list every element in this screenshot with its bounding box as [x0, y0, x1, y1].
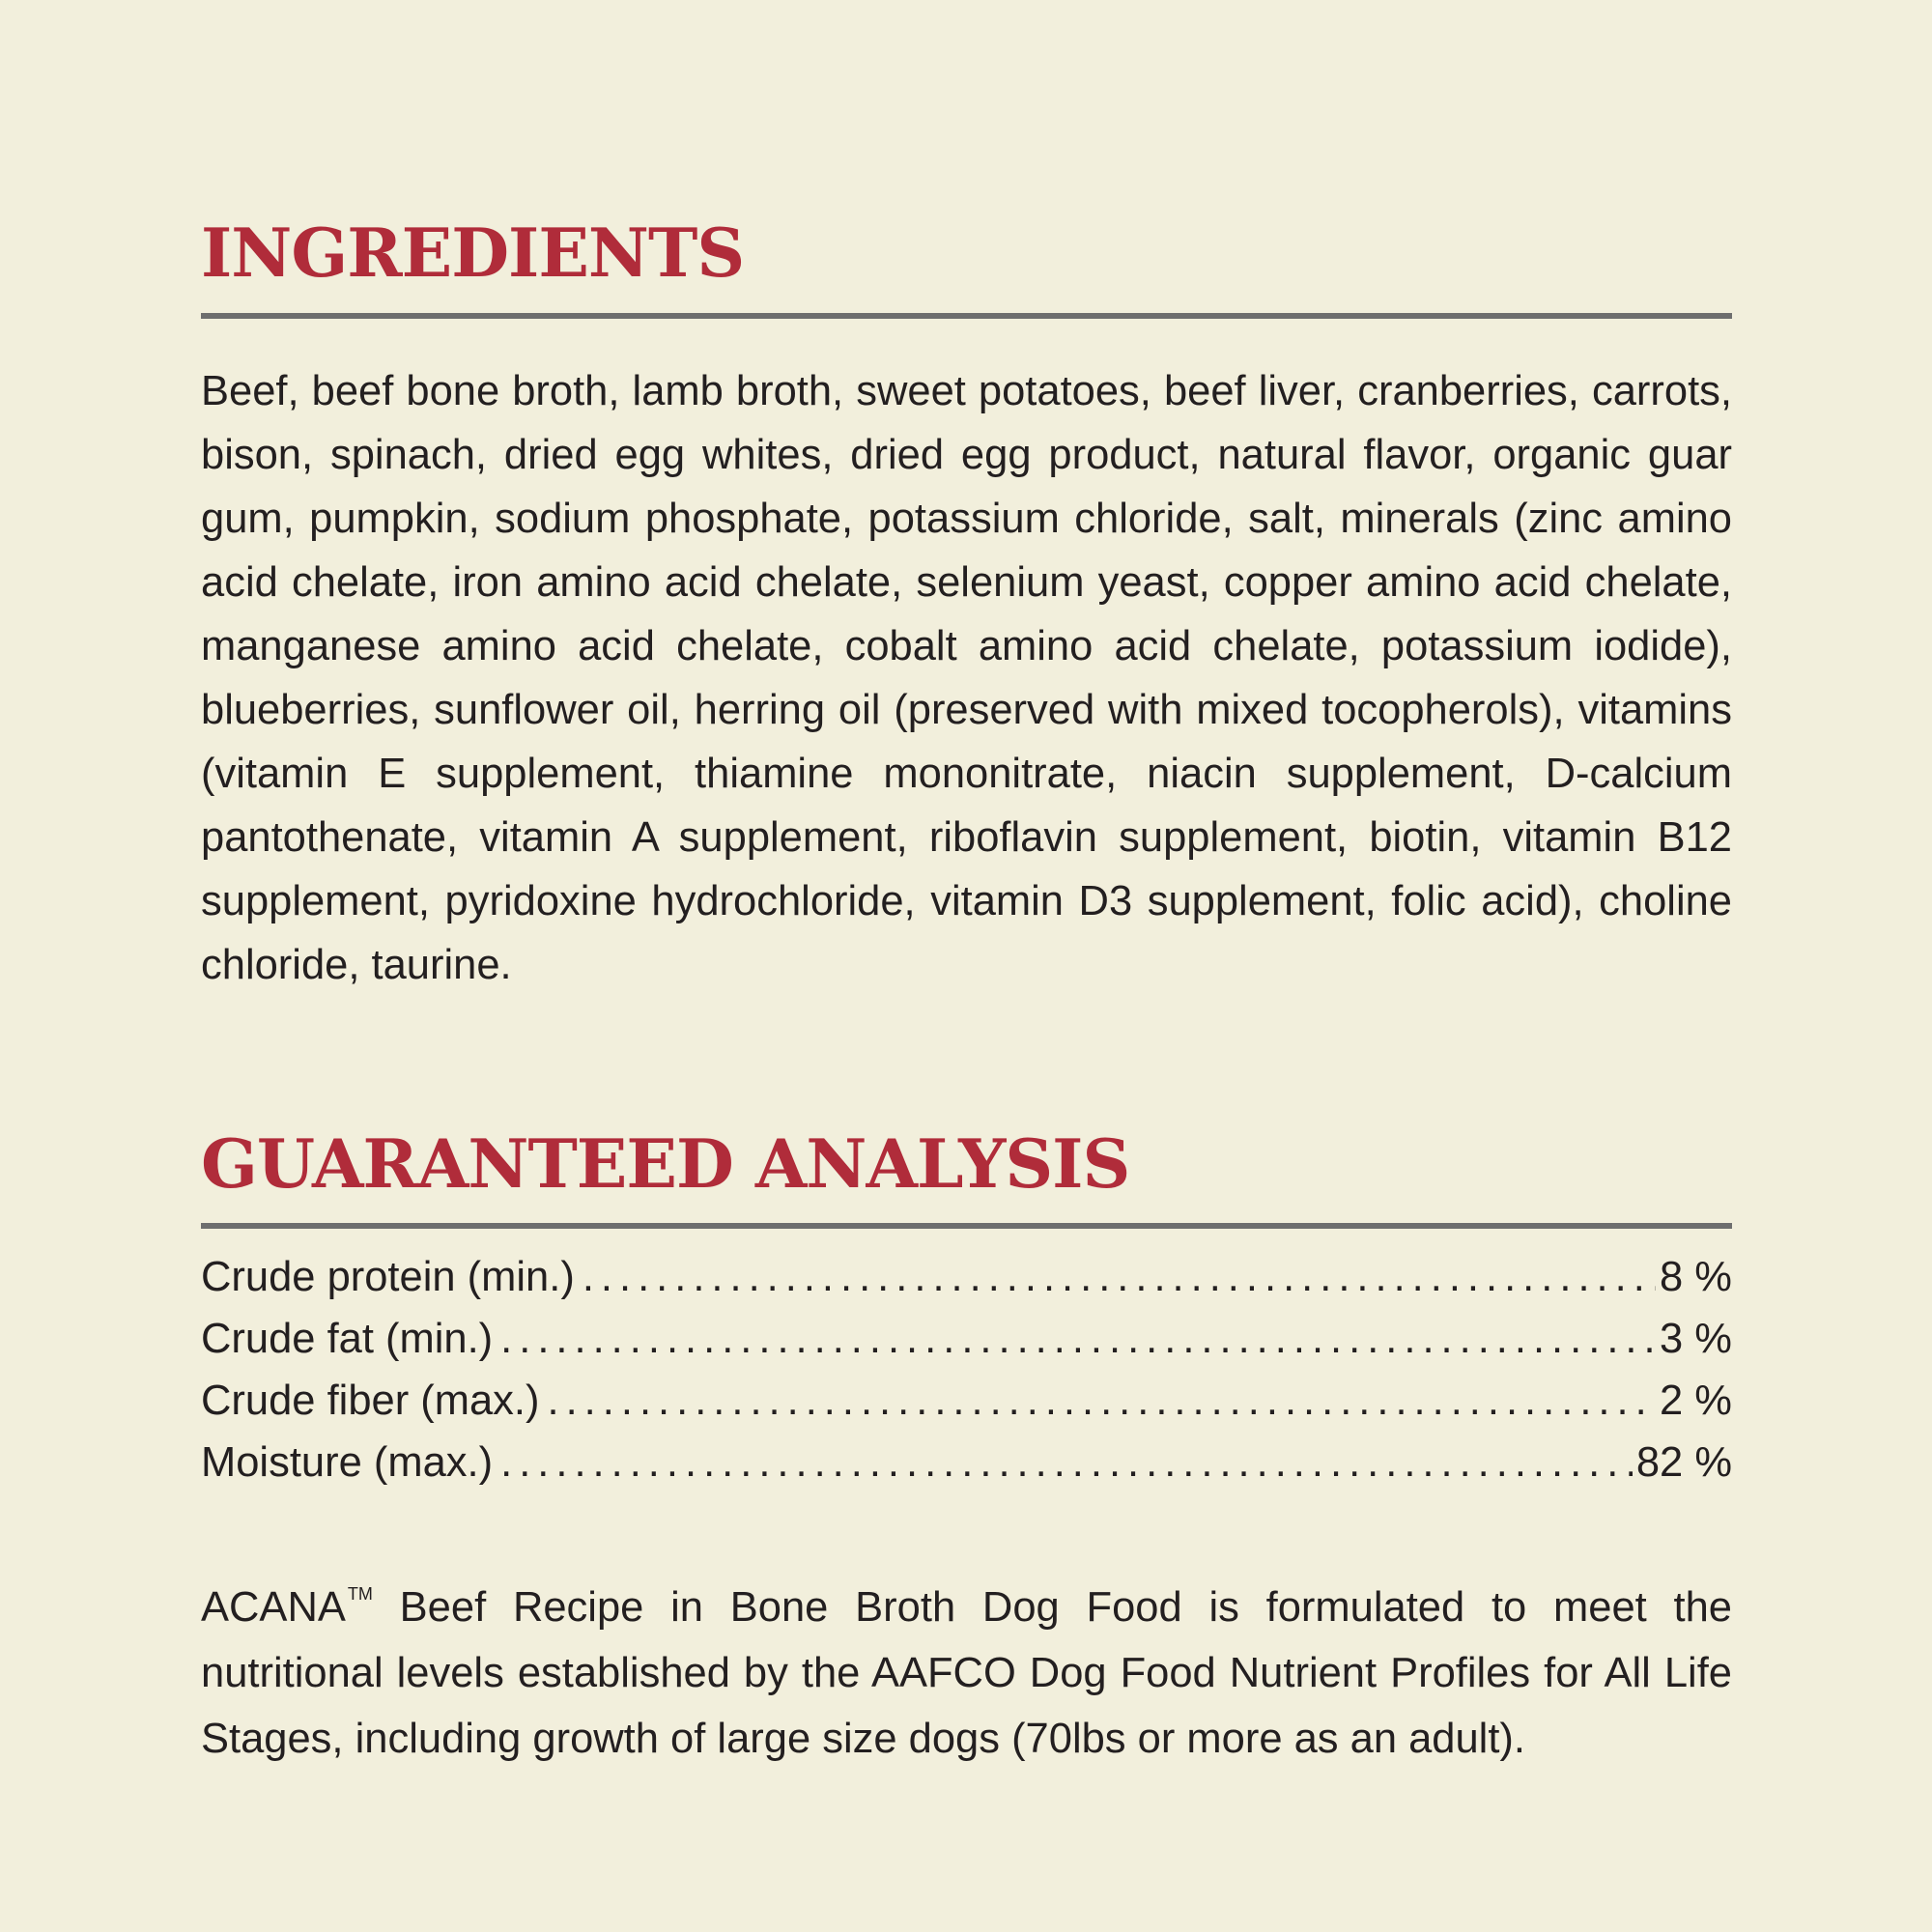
dot-leader [500, 1308, 1656, 1370]
ingredients-heading: INGREDIENTS [201, 214, 745, 293]
analysis-value: 3 % [1660, 1316, 1732, 1362]
analysis-value: 82 % [1635, 1439, 1732, 1486]
analysis-label: Crude protein (min.) [201, 1254, 575, 1300]
aafco-statement [201, 1561, 1732, 1772]
ingredients-divider [201, 313, 1732, 319]
guaranteed-analysis-table [201, 1246, 1732, 1493]
ingredients-text: Beef, beef bone broth, lamb broth, sweet potatoes, beef liver, cranberries, carrots, bison, spinach, dried egg whites, dried egg product, natural flavor, organic guar gum, pumpkin, sodium phosphate, potassium chloride, salt, minerals (zinc amino acid chelate, iron amino acid chelate, selenium yeast, copper amino acid chelate, manganese amino acid chelate, cobalt amino acid chelate, potassium iodide), blueberries, sunflower oil, herring oil (preserved with mixed tocopherols), vitamins (vitamin E supplement, thiamine mononitrate, niacin supplement, D-calcium pantothenate, vitamin A supplement, riboflavin supplement, biotin, vitamin B12 supplement, pyridoxine hydrochloride, vitamin D3 supplement, folic acid), choline chloride, taurine. [201, 368, 1732, 988]
brand-name: ACANA [201, 1584, 346, 1631]
guaranteed-analysis-divider [201, 1223, 1732, 1229]
dot-leader [582, 1246, 1656, 1308]
analysis-row-crude-fat [201, 1308, 1732, 1370]
analysis-row-crude-fiber [201, 1370, 1732, 1432]
analysis-label: Crude fat (min.) [201, 1316, 494, 1362]
aafco-statement-text: Beef Recipe in Bone Broth Dog Food is formulated to meet the nutritional levels established by the AAFCO Dog Food Nutrient Profiles for All Life Stages, including growth of large size dogs (70lbs or more as an adult). [201, 1584, 1732, 1762]
analysis-row-moisture [201, 1432, 1732, 1493]
dot-leader [548, 1370, 1657, 1432]
analysis-value: 2 % [1660, 1378, 1732, 1424]
dot-leader [500, 1432, 1633, 1493]
trademark-symbol: TM [347, 1584, 373, 1604]
analysis-value: 8 % [1660, 1254, 1732, 1300]
analysis-row-crude-protein [201, 1246, 1732, 1308]
analysis-label: Moisture (max.) [201, 1439, 494, 1486]
guaranteed-analysis-heading: GUARANTEED ANALYSIS [201, 1125, 1130, 1204]
analysis-label: Crude fiber (max.) [201, 1378, 540, 1424]
